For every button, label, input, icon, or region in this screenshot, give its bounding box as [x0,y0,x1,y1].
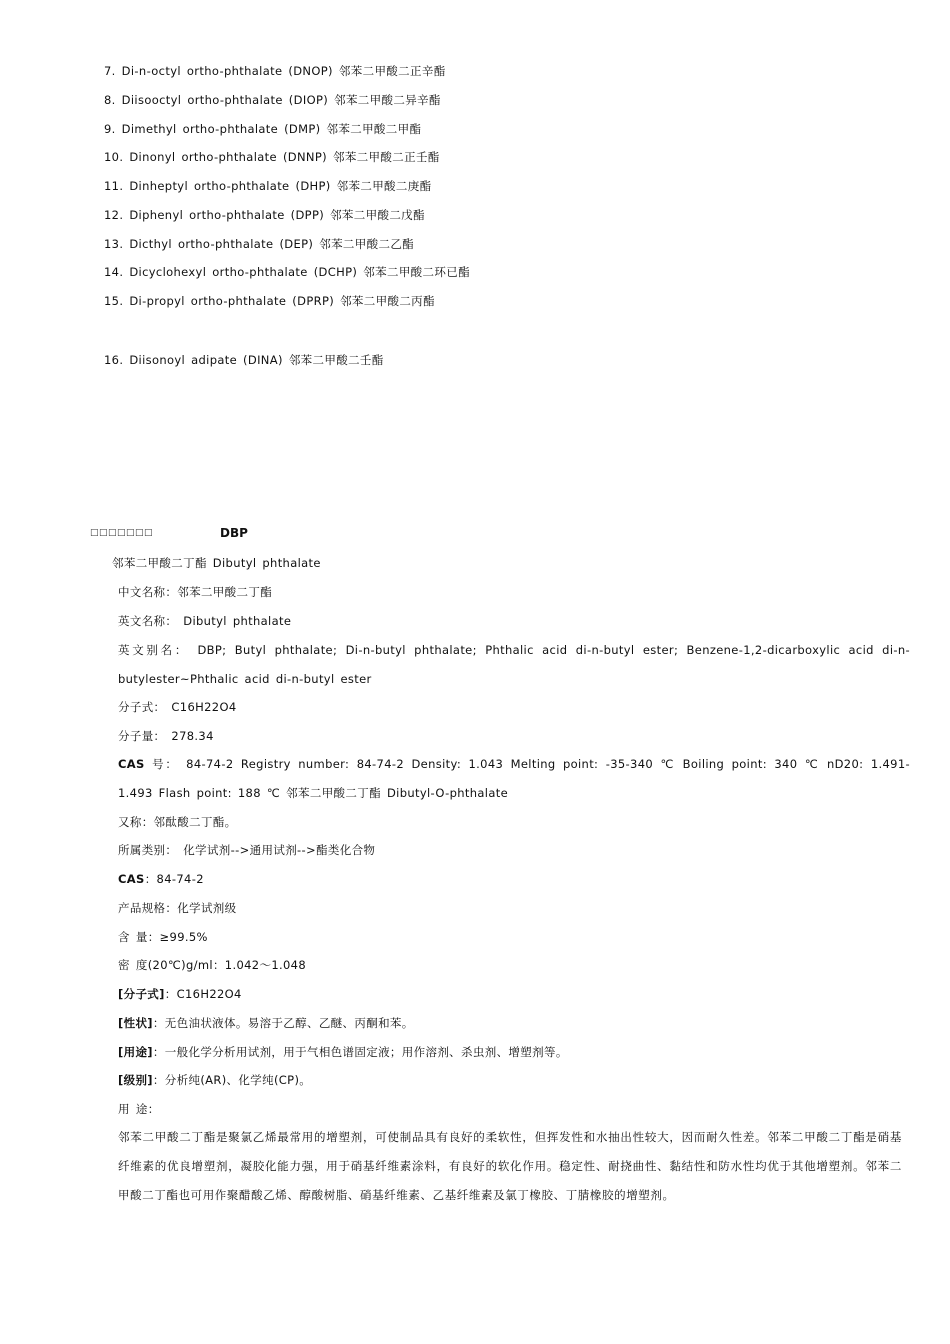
mw-label: 分子量： [118,729,166,743]
grade-label: [级别] [118,1073,153,1087]
en-name-value: Dibutyl phthalate [177,614,292,628]
list-item: 8. Diisooctyl ortho-phthalate (DIOP) 邻苯二甲酸二异辛酯 [104,93,441,107]
appearance-label: [性状] [118,1016,153,1030]
section-subtitle: 邻苯二甲酸二丁酯 Dibutyl phthalate [112,556,321,570]
cas-row [118,871,204,887]
list-item: 11. Dinheptyl ortho-phthalate (DHP) 邻苯二甲酸二庚酯 [104,179,432,193]
cn-name-row [118,584,272,600]
list-item: 9. Dimethyl ortho-phthalate (DMP) 邻苯二甲酸二甲酯 [104,122,422,136]
list-item: 14. Dicyclohexyl ortho-phthalate (DCHP) 邻苯二甲酸二环已酯 [104,265,470,279]
mw-value: 278.34 [165,729,214,743]
cas-details-value: 84-74-2 Registry number: 84-74-2 Density: 1.043 Melting point: -35-340 ℃ Boiling point: 340 ℃ nD20: 1.491-1.493 Flash point: 188 ℃ 邻苯二甲酸二丁酯 Dibutyl-O-phthalate [118,757,910,800]
aliases-label: 英文别名： [118,643,190,657]
list-item: 13. Dicthyl ortho-phthalate (DEP) 邻苯二甲酸二乙酯 [104,237,415,251]
aliases-row [118,636,910,694]
formula2-value: ：C16H22O4 [164,987,242,1001]
category-label: 所属类别： [118,843,178,857]
use-label: [用途] [118,1045,153,1059]
also-called: 又称：邻酞酸二丁酯。 [118,815,237,829]
section-heading-prefix: □□□□□□□ [90,528,154,538]
cas2-value: ：84-74-2 [144,872,204,886]
cas-label: CAS [118,757,145,771]
cas-label-suffix: 号： [144,757,179,771]
cn-name-value: 邻苯二甲酸二丁酯 [177,585,273,599]
grade-value: ：分析纯(AR)、化学纯(CP)。 [152,1073,312,1087]
use-value: ：一般化学分析用试剂，用于气相色谱固定液；用作溶剂、杀虫剂、增塑剂等。 [152,1045,568,1059]
formula-label: 分子式： [118,700,166,714]
content-row: 含 量：≥99.5% [118,930,208,944]
cas-details-row [118,750,910,808]
mw-row [118,728,214,744]
grade-row [118,1072,311,1088]
cn-name-label: 中文名称： [118,585,178,599]
en-name-row [118,613,291,629]
usage-heading: 用 途： [118,1102,160,1116]
appearance-value: ：无色油状液体。易溶于乙醇、乙醚、丙酮和苯。 [152,1016,414,1030]
appearance-row [118,1015,414,1031]
list-item: 16. Diisonoyl adipate (DINA) 邻苯二甲酸二壬酯 [104,353,384,367]
density-row: 密 度(20℃)g/ml：1.042～1.048 [118,958,306,972]
list-item: 10. Dinonyl ortho-phthalate (DNNP) 邻苯二甲酸二正壬酯 [104,150,440,164]
usage-paragraph: 邻苯二甲酸二丁酯是聚氯乙烯最常用的增塑剂，可使制品具有良好的柔软性，但挥发性和水抽出性较大，因而耐久性差。邻苯二甲酸二丁酯是硝基纤维素的优良增塑剂，凝胶化能力强，用于硝基纤维素涂料，有良好的软化作用。稳定性、耐挠曲性、黏结性和防水性均优于其他增塑剂。邻苯二甲酸二丁酯也可用作聚醋酸乙烯、醇酸树脂、硝基纤维素、乙基纤维素及氯丁橡胶、丁腈橡胶的增塑剂。 [118,1130,902,1202]
en-name-label: 英文名称： [118,614,178,628]
formula2-row [118,986,242,1002]
list-item: 12. Diphenyl ortho-phthalate (DPP) 邻苯二甲酸二戊酯 [104,208,425,222]
formula2-label: [分子式] [118,987,165,1001]
section-heading: DBP [220,526,248,540]
list-item: 7. Di-n-octyl ortho-phthalate (DNOP) 邻苯二甲酸二正辛酯 [104,64,446,78]
category-row [118,842,375,858]
cas2-label: CAS [118,872,145,886]
use-row [118,1044,568,1060]
formula-value: C16H22O4 [165,700,237,714]
category-value: 化学试剂-->通用试剂-->酯类化合物 [177,843,376,857]
spec-row: 产品规格：化学试剂级 [118,901,237,915]
aliases-value: DBP; Butyl phthalate; Di-n-butyl phthalate; Phthalic acid di-n-butyl ester; Benzene-1,2-dicarboxylic acid di-n-butylester~Phthalic acid di-n-butyl ester [118,643,911,686]
formula-row [118,699,237,715]
list-item: 15. Di-propyl ortho-phthalate (DPRP) 邻苯二甲酸二丙酯 [104,294,435,308]
